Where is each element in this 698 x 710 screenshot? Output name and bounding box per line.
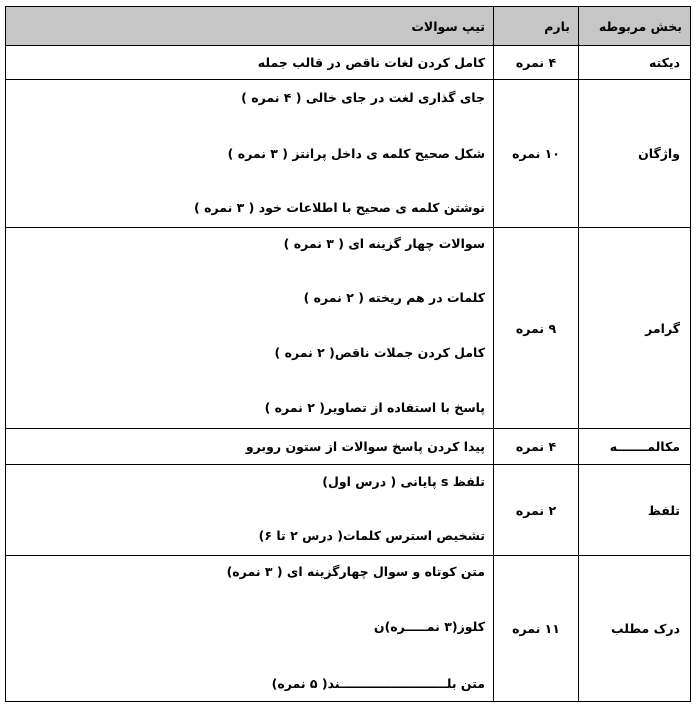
section-cell: دیکته <box>579 46 691 80</box>
question-type-item: متن بلـــــــــــــــــــــــــند( ۵ نمره) <box>271 676 485 691</box>
section-cell: گرامر <box>579 228 691 429</box>
header-section: بخش مربوطه <box>579 7 691 46</box>
question-types-cell <box>6 46 494 80</box>
exam-blueprint-table <box>5 6 691 702</box>
section-cell: واژگان <box>579 80 691 228</box>
question-type-item: کامل کردن جملات ناقص( ۲ نمره ) <box>274 345 485 360</box>
question-types-cell <box>6 465 494 556</box>
table-row <box>6 228 691 429</box>
score-cell: ۴ نمره <box>494 46 579 80</box>
question-types-cell <box>6 556 494 702</box>
question-type-item: نوشتن کلمه ی صحیح با اطلاعات خود ( ۳ نمره ) <box>194 200 485 215</box>
question-type-item: تشخیص استرس کلمات( درس ۲ تا ۶) <box>258 528 485 543</box>
question-type-item: پاسخ با استفاده از تصاویر( ۲ نمره ) <box>264 400 485 415</box>
score-cell: ۹ نمره <box>494 228 579 429</box>
question-type-item: جای گذاری لغت در جای خالی ( ۴ نمره ) <box>241 90 485 105</box>
table-row <box>6 46 691 80</box>
question-type-item: کامل کردن لغات ناقص در قالب جمله <box>257 55 485 70</box>
header-row <box>6 7 691 46</box>
question-type-item: متن کوتاه و سوال چهارگزینه ای ( ۳ نمره) <box>226 564 485 579</box>
header-score: بارم <box>494 7 579 46</box>
header-question-types: تیپ سوالات <box>6 7 494 46</box>
section-cell: تلفظ <box>579 465 691 556</box>
table-row <box>6 429 691 465</box>
score-cell: ۲ نمره <box>494 465 579 556</box>
question-type-item: کلوز(۳ نمـــــره)ن <box>373 619 485 634</box>
question-types-cell <box>6 228 494 429</box>
score-cell: ۴ نمره <box>494 429 579 465</box>
question-type-item: سوالات چهار گزینه ای ( ۳ نمره ) <box>283 236 485 251</box>
table-row <box>6 556 691 702</box>
section-cell: مکالمـــــــه <box>579 429 691 465</box>
section-cell: درک مطلب <box>579 556 691 702</box>
table-row <box>6 465 691 556</box>
score-cell: ۱۰ نمره <box>494 80 579 228</box>
question-type-item: تلفظ s پایانی ( درس اول) <box>322 474 485 489</box>
table-row <box>6 80 691 228</box>
question-type-item: کلمات در هم ریخته ( ۲ نمره ) <box>303 290 485 305</box>
question-type-item: شکل صحیح کلمه ی داخل پرانتز ( ۳ نمره ) <box>227 146 485 161</box>
question-types-cell <box>6 429 494 465</box>
question-types-cell <box>6 80 494 228</box>
question-type-item: پیدا کردن پاسخ سوالات از ستون روبرو <box>245 439 485 454</box>
score-cell: ۱۱ نمره <box>494 556 579 702</box>
